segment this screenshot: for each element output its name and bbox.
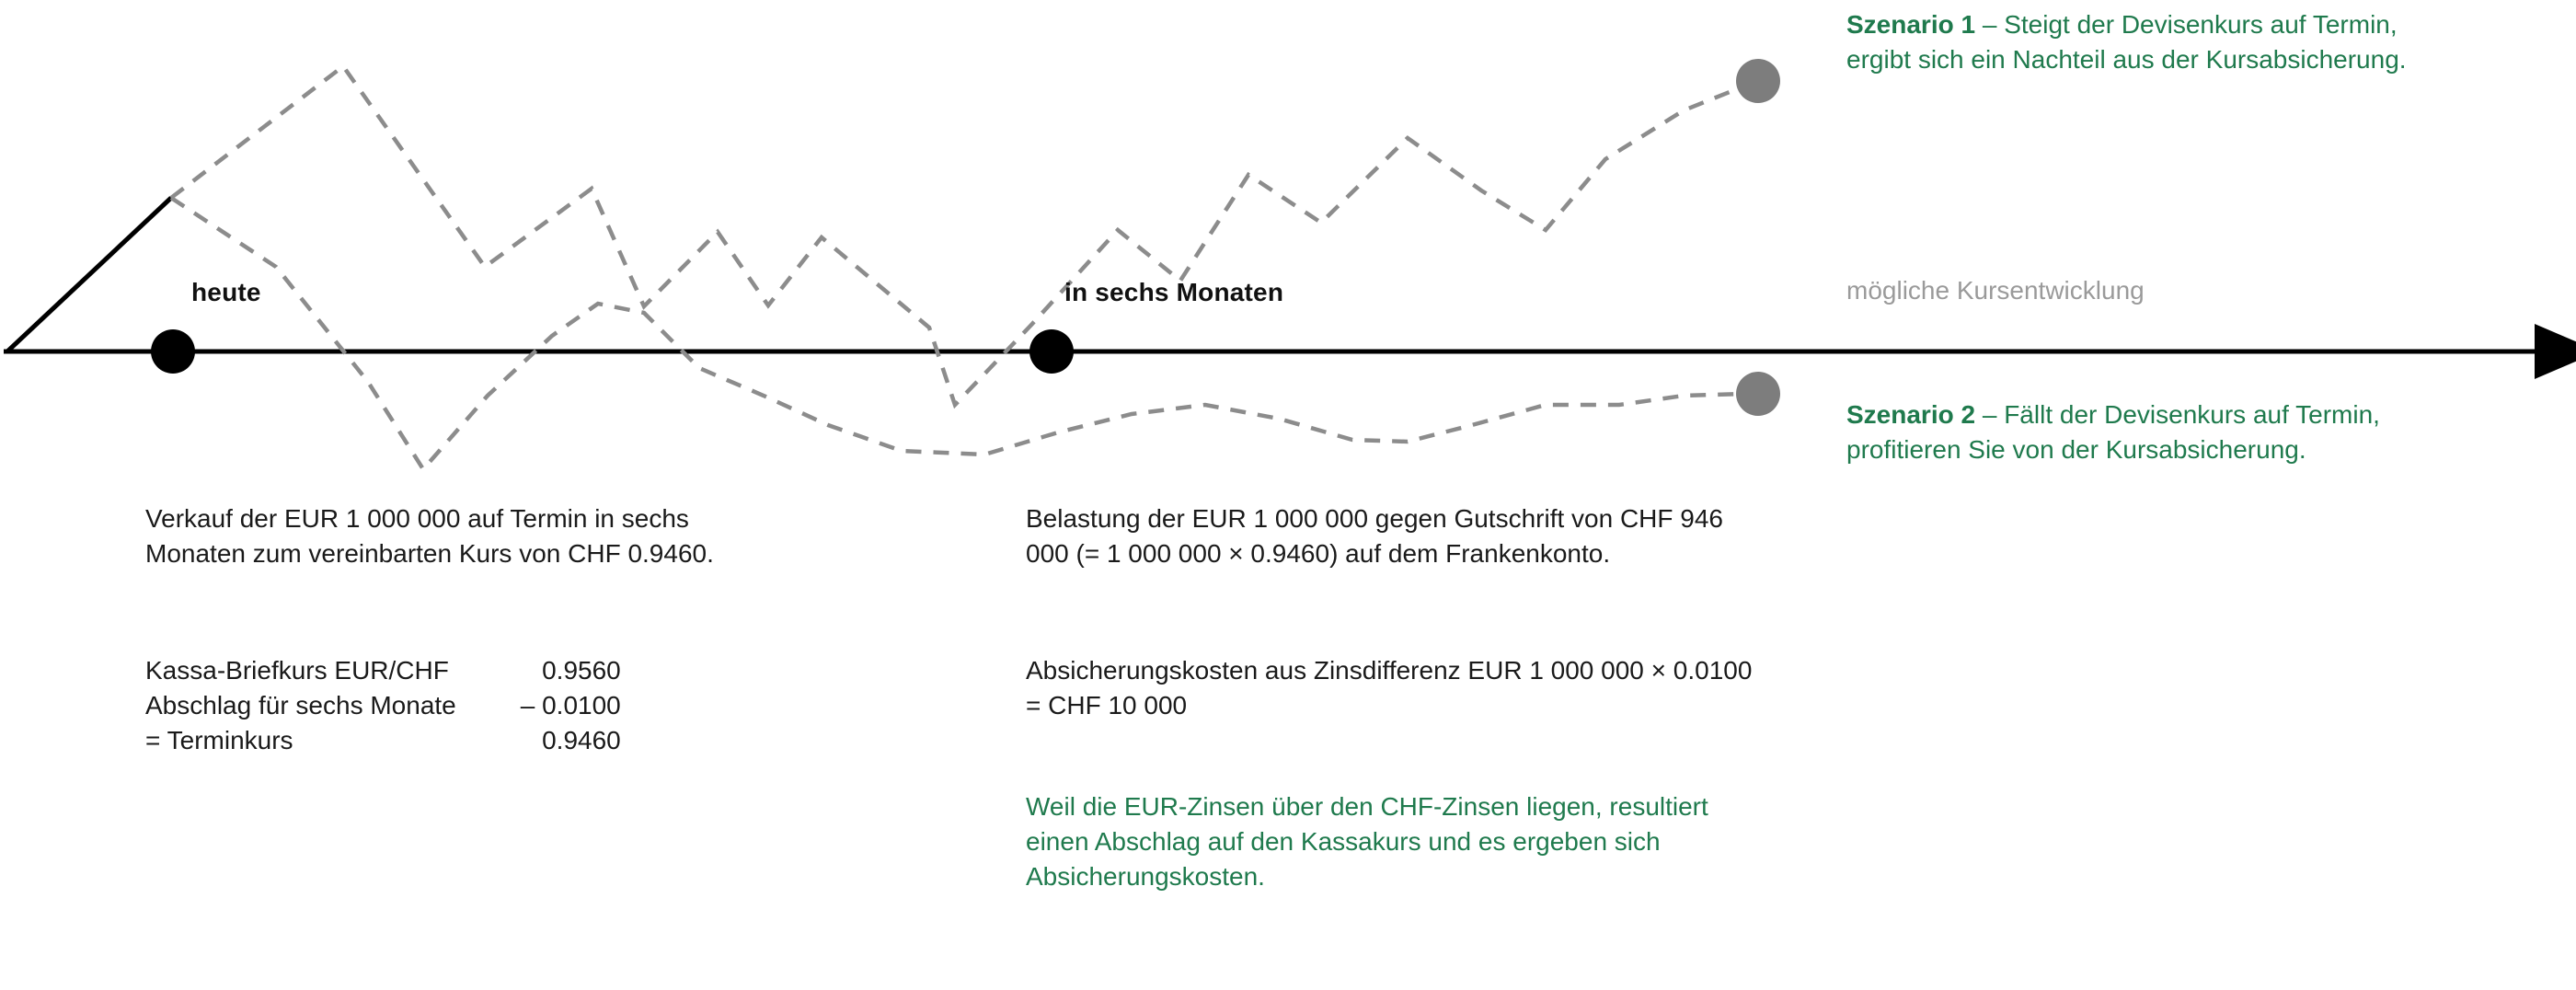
rate-row-value: 0.9560 xyxy=(542,656,621,685)
scenario-1-dot xyxy=(1736,59,1780,103)
scenario-2-body: Fällt der Devisenkurs auf Termin, profitieren Sie von der Kursabsicherung. xyxy=(1846,400,2380,464)
scenario-2-dot xyxy=(1736,372,1780,416)
scenario-1-body: Steigt der Devisenkurs auf Termin, ergibt sich ein Nachteil aus der Kursabsicherung. xyxy=(1846,10,2407,74)
scenario-2-title: Szenario 2 xyxy=(1846,400,1976,429)
scenario-1-title: Szenario 1 xyxy=(1846,10,1976,39)
legend-possible-development: mögliche Kursentwicklung xyxy=(1846,276,2145,305)
rate-row-key: Kassa-Briefkurs EUR/CHF xyxy=(145,656,449,685)
rate-row-key: Abschlag für sechs Monate xyxy=(145,691,456,720)
axis-label-today: heute xyxy=(191,278,261,306)
scenario-1-separator: – xyxy=(1975,10,2005,39)
node-dot-today xyxy=(151,329,195,374)
table-row xyxy=(145,653,621,688)
scenario-2-text xyxy=(1846,397,2435,466)
middle-block-paragraph-1: Belastung der EUR 1 000 000 gegen Gutschrift von CHF 946 000 (= 1 000 000 × 0.9460) auf dem Frankenkonto. xyxy=(1026,504,1723,569)
middle-block-paragraph-3: Weil die EUR-Zinsen über den CHF-Zinsen liegen, resultiert einen Abschlag auf den Kassakurs und es ergeben sich Absicherungskosten. xyxy=(1026,792,1708,892)
scenario-1-text xyxy=(1846,7,2435,76)
rate-row-key: = Terminkurs xyxy=(145,726,293,755)
node-dot-six-months xyxy=(1029,329,1074,374)
rate-table xyxy=(145,653,621,758)
left-block-paragraph: Verkauf der EUR 1 000 000 auf Termin in sechs Monaten zum vereinbarten Kurs von CHF 0.9460. xyxy=(145,504,714,569)
scenario-2-path xyxy=(171,198,1746,469)
left-block-rate-table xyxy=(145,653,621,758)
scenario-2-separator: – xyxy=(1975,400,2005,429)
scenario-1-path xyxy=(171,66,1748,405)
rate-row-value: – 0.0100 xyxy=(520,691,621,720)
table-row xyxy=(145,723,621,758)
rate-row-value: 0.9460 xyxy=(542,726,621,755)
middle-block-paragraph-2: Absicherungskosten aus Zinsdifferenz EUR 1 000 000 × 0.0100 = CHF 10 000 xyxy=(1026,656,1753,720)
spot-rate-solid-line xyxy=(7,198,171,351)
table-row xyxy=(145,688,621,723)
axis-label-six-months: in sechs Monaten xyxy=(1064,278,1284,306)
